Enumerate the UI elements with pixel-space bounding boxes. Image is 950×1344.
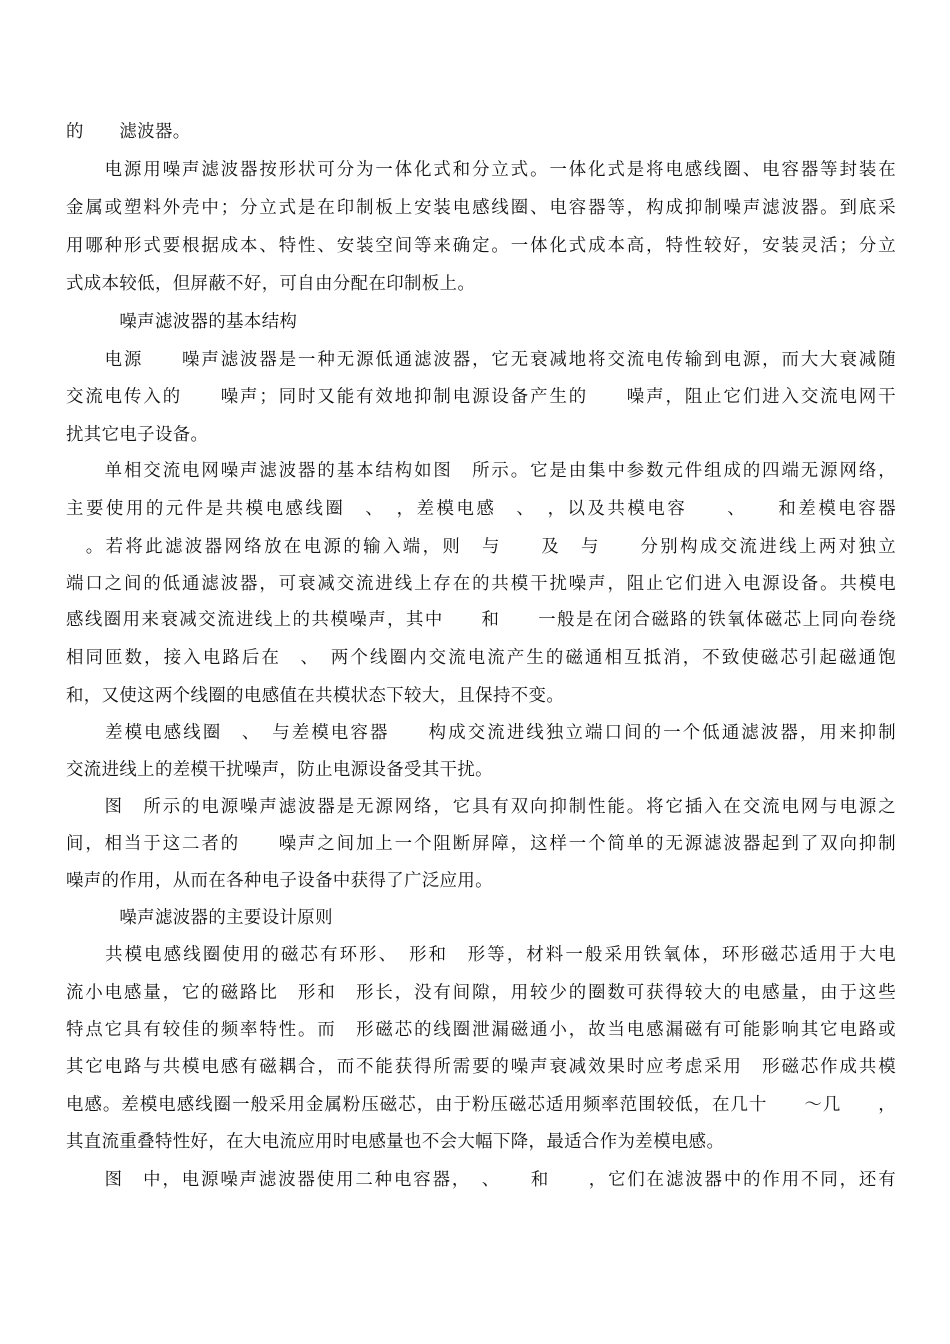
text-line: 流小电感量，它的磁路比 形和 形长，没有间隙，用较少的圈数可获得较大的电感量，由于这些 [66,983,896,1003]
text-line: 单相交流电网噪声滤波器的基本结构如图 所示。它是由集中参数元件组成的四端无源网络， [66,461,896,481]
text-line: 相同匝数，接入电路后在 、 两个线圈内交流电流产生的磁通相互抵消，不致使磁芯引起磁通饱 [66,648,896,668]
text-line: 扰其它电子设备。 [66,425,209,445]
text-line: 其它电路与共模电感有磁耦合，而不能获得所需要的噪声衰减效果时应考虑采用 形磁芯作成共模 [66,1057,896,1077]
text-line: 电感。差模电感线圈一般采用金属粉压磁芯，由于粉压磁芯适用频率范围较低，在几十 ～几 ， [66,1095,896,1115]
section-heading: 噪声滤波器的基本结构 [66,312,298,332]
text-line: 的 滤波器。 [66,122,191,142]
text-line: 图 中，电源噪声滤波器使用二种电容器， 、 和 ，它们在滤波器中的作用不同，还有 [66,1170,896,1190]
text-line: 共模电感线圈使用的磁芯有环形、 形和 形等，材料一般采用铁氧体，环形磁芯适用于大电 [66,945,896,965]
text-line: 电源 噪声滤波器是一种无源低通滤波器，它无衰减地将交流电传输到电源，而大大衰减随 [66,350,896,370]
text-line: 差模电感线圈 、 与差模电容器 构成交流进线独立端口间的一个低通滤波器，用来抑制 [66,723,896,743]
text-line: 和，又使这两个线圈的电感值在共模状态下较大，且保持不变。 [66,686,565,706]
text-line: 噪声的作用，从而在各种电子设备中获得了广泛应用。 [66,871,493,891]
text-line: 端口之间的低通滤波器，可衰减交流进线上存在的共模干扰噪声，阻止它们进入电源设备。共模电 [66,574,896,594]
text-line: 用哪种形式要根据成本、特性、安装空间等来确定。一体化式成本高，特性较好，安装灵活；分立 [66,236,896,256]
text-line: 间，相当于这二者的 噪声之间加上一个阻断屏障，这样一个简单的无源滤波器起到了双向抑制 [66,834,896,854]
text-line: 电源用噪声滤波器按形状可分为一体化式和分立式。一体化式是将电感线圈、电容器等封装在 [66,160,896,180]
text-line: 金属或塑料外壳中；分立式是在印制板上安装电感线圈、电容器等，构成抑制噪声滤波器。到底采 [66,198,896,218]
text-line: 特点它具有较佳的频率特性。而 形磁芯的线圈泄漏磁通小，故当电感漏磁有可能影响其它电路或 [66,1020,896,1040]
text-line: 交流进线上的差模干扰噪声，防止电源设备受其干扰。 [66,760,493,780]
text-line: 其直流重叠特性好，在大电流应用时电感量也不会大幅下降，最适合作为差模电感。 [66,1132,725,1152]
section-heading: 噪声滤波器的主要设计原则 [66,908,333,928]
text-line: 感线圈用来衰减交流进线上的共模噪声，其中 和 一般是在闭合磁路的铁氧体磁芯上同向卷绕 [66,610,896,630]
text-line: 式成本较低，但屏蔽不好，可自由分配在印制板上。 [66,274,476,294]
text-line: 图 所示的电源噪声滤波器是无源网络，它具有双向抑制性能。将它插入在交流电网与电源之 [66,797,896,817]
text-line: 交流电传入的 噪声；同时又能有效地抑制电源设备产生的 噪声，阻止它们进入交流电网干 [66,387,896,407]
text-line: 。若将此滤波器网络放在电源的输入端，则 与 及 与 分别构成交流进线上两对独立 [66,537,896,557]
text-line: 主要使用的元件是共模电感线圈 、 ，差模电感 、 ，以及共模电容 、 和差模电容器 [66,499,896,519]
